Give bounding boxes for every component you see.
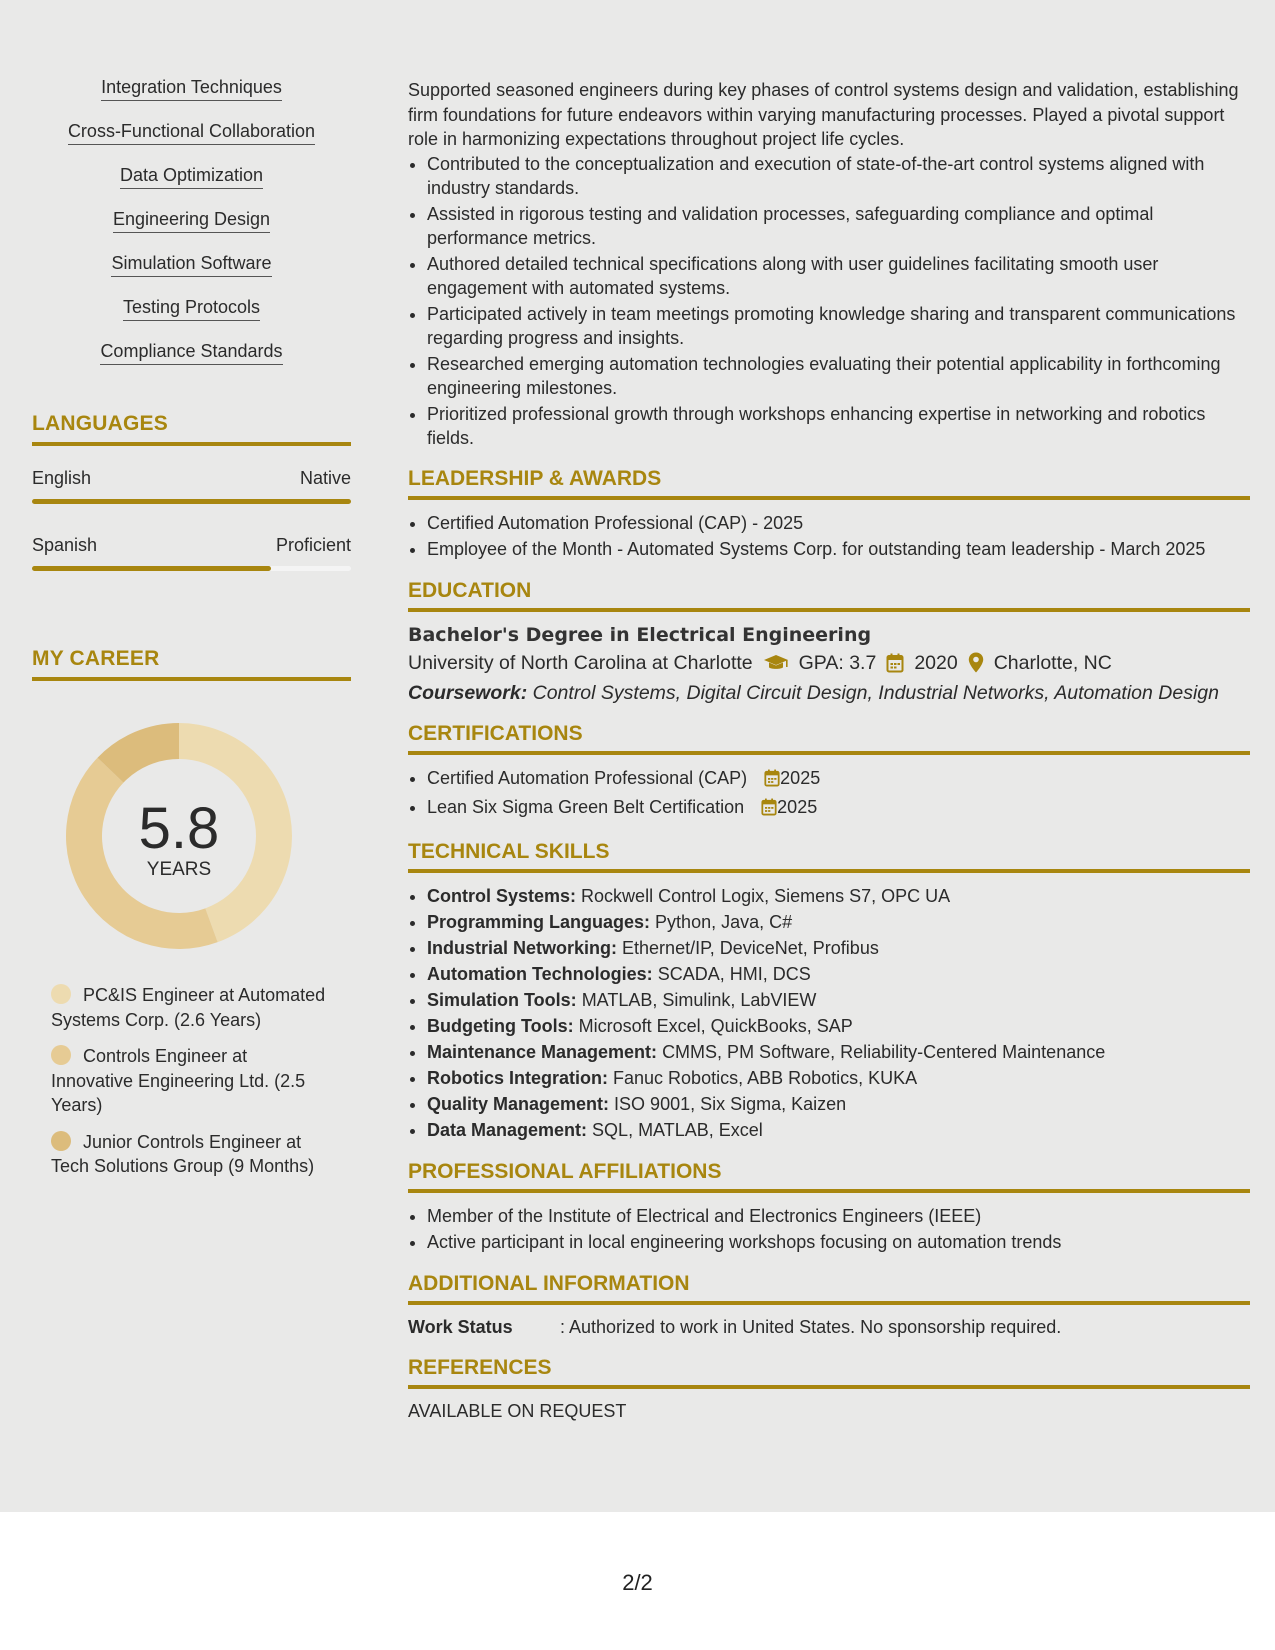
- skill-item: Integration Techniques: [101, 76, 282, 101]
- language-name: Spanish: [32, 535, 98, 555]
- legend-dot: [51, 984, 71, 1004]
- experience-bullet: • Authored detailed technical specifications along with user guidelines facilitating smooth user engagement with automated systems.: [427, 252, 1250, 301]
- calendar-icon: [886, 653, 904, 673]
- main-content: [408, 78, 1250, 1423]
- skill-item: Simulation Software: [111, 252, 271, 277]
- technical-skill-item: • Control Systems: Rockwell Control Logix, Siemens S7, OPC UA: [427, 883, 1250, 909]
- experience-bullet: • Researched emerging automation technologies evaluating their potential applicability in forthcoming engineering milestones.: [427, 352, 1250, 401]
- experience-bullets: [408, 152, 1250, 451]
- leadership-item: • Certified Automation Professional (CAP) - 2025: [427, 510, 1250, 536]
- technical-skills-heading: TECHNICAL SKILLS: [408, 840, 1250, 873]
- career-legend: [51, 983, 331, 1179]
- language-name: English: [32, 468, 92, 488]
- experience-bullet: • Prioritized professional growth through workshops enhancing expertise in networking and robotics fields.: [427, 402, 1250, 451]
- technical-skill-item: • Automation Technologies: SCADA, HMI, DCS: [427, 961, 1250, 987]
- calendar-icon: [764, 768, 780, 794]
- language-bar: [32, 566, 351, 571]
- career-item: PC&IS Engineer at Automated Systems Corp. (2.6 Years): [51, 985, 326, 1030]
- certifications-list: [408, 765, 1250, 823]
- skill-item: Engineering Design: [113, 208, 270, 233]
- experience-bullet: • Contributed to the conceptualization and execution of state-of-the-art control systems aligned with industry standards.: [427, 152, 1250, 201]
- career-donut: [66, 723, 292, 949]
- leadership-item: • Employee of the Month - Automated Systems Corp. for outstanding team leadership - March 2025: [427, 536, 1250, 562]
- language-item: [32, 534, 351, 571]
- certification-item: • Certified Automation Professional (CAP) 2025: [427, 765, 1250, 794]
- work-status: [408, 1315, 1250, 1339]
- language-level: Proficient: [275, 535, 351, 555]
- coursework-label: Coursework:: [408, 681, 528, 704]
- experience-bullet: • Assisted in rigorous testing and validation processes, safeguarding compliance and optimal performance metrics.: [427, 202, 1250, 251]
- technical-skill-item: • Maintenance Management: CMMS, PM Software, Reliability-Centered Maintenance: [427, 1039, 1250, 1065]
- education-heading: EDUCATION: [408, 579, 1250, 612]
- skill-item: Compliance Standards: [100, 340, 282, 365]
- affiliations-list: [408, 1203, 1250, 1255]
- languages-heading: LANGUAGES: [32, 412, 351, 446]
- certification-year: 2025: [780, 767, 821, 788]
- legend-dot: [51, 1131, 71, 1151]
- career-item: Junior Controls Engineer at Tech Solutions Group (9 Months): [51, 1131, 315, 1176]
- coursework: [408, 678, 1250, 708]
- affiliations-heading: PROFESSIONAL AFFILIATIONS: [408, 1160, 1250, 1193]
- certifications-heading: CERTIFICATIONS: [408, 722, 1250, 755]
- calendar-icon: [761, 797, 777, 823]
- sidebar: [32, 76, 351, 1191]
- additional-info-heading: ADDITIONAL INFORMATION: [408, 1272, 1250, 1305]
- career-unit: YEARS: [146, 859, 212, 880]
- coursework-list: Control Systems, Digital Circuit Design, Industrial Networks, Automation Design: [532, 681, 1219, 704]
- experience-bullet: • Participated actively in team meetings promoting knowledge sharing and transparent communications regarding progress and insights.: [427, 302, 1250, 351]
- education-details: [408, 648, 1250, 678]
- school-name: University of North Carolina at Charlotte: [408, 651, 753, 674]
- graduation-cap-icon: [763, 654, 789, 672]
- career-item: Controls Engineer at Innovative Engineering Ltd. (2.5 Years): [51, 1046, 306, 1115]
- language-bar: [32, 499, 351, 504]
- language-item: [32, 467, 351, 504]
- technical-skill-item: • Industrial Networking: Ethernet/IP, DeviceNet, Profibus: [427, 935, 1250, 961]
- technical-skill-item: • Simulation Tools: MATLAB, Simulink, LabVIEW: [427, 987, 1250, 1013]
- technical-skill-item: • Programming Languages: Python, Java, C#: [427, 909, 1250, 935]
- career-total: 5.8: [138, 796, 220, 861]
- skill-item: Cross-Functional Collaboration: [68, 120, 315, 145]
- location-pin-icon: [968, 652, 984, 673]
- leadership-heading: LEADERSHIP & AWARDS: [408, 467, 1250, 500]
- skill-item: Testing Protocols: [123, 296, 260, 321]
- references-text: AVAILABLE ON REQUEST: [408, 1400, 627, 1421]
- degree-title: Bachelor's Degree in Electrical Engineering: [408, 623, 872, 646]
- language-level: Native: [299, 468, 351, 488]
- page-number: 2/2: [622, 1570, 653, 1595]
- career-heading: MY CAREER: [32, 647, 351, 681]
- language-bar-fill: [32, 566, 271, 571]
- technical-skill-item: • Data Management: SQL, MATLAB, Excel: [427, 1117, 1250, 1143]
- language-bar-fill: [32, 499, 351, 504]
- skills-list: [32, 76, 351, 384]
- school-location: Charlotte, NC: [993, 651, 1112, 674]
- leadership-list: [408, 510, 1250, 562]
- references-heading: REFERENCES: [408, 1356, 1250, 1389]
- legend-dot: [51, 1045, 71, 1065]
- technical-skill-item: • Quality Management: ISO 9001, Six Sigma, Kaizen: [427, 1091, 1250, 1117]
- certification-item: • Lean Six Sigma Green Belt Certification 2025: [427, 794, 1250, 823]
- work-status-label: Work Status: [408, 1316, 513, 1337]
- technical-skill-item: • Budgeting Tools: Microsoft Excel, QuickBooks, SAP: [427, 1013, 1250, 1039]
- graduation-year: 2020: [914, 651, 958, 674]
- technical-skills-list: [408, 883, 1250, 1143]
- affiliation-item: • Active participant in local engineering workshops focusing on automation trends: [427, 1229, 1250, 1255]
- skill-item: Data Optimization: [120, 164, 263, 189]
- certification-year: 2025: [777, 796, 818, 817]
- experience-summary: Supported seasoned engineers during key phases of control systems design and validation, establishing firm foundations for future endeavors within varying manufacturing processes. Played a pivotal support role in harmonizing expectations throughout project life cycles.: [408, 80, 1239, 149]
- work-status-value: : Authorized to work in United States. No sponsorship required.: [560, 1316, 1062, 1337]
- technical-skill-item: • Robotics Integration: Fanuc Robotics, ABB Robotics, KUKA: [427, 1065, 1250, 1091]
- gpa: GPA: 3.7: [798, 651, 877, 674]
- affiliation-item: • Member of the Institute of Electrical and Electronics Engineers (IEEE): [427, 1203, 1250, 1229]
